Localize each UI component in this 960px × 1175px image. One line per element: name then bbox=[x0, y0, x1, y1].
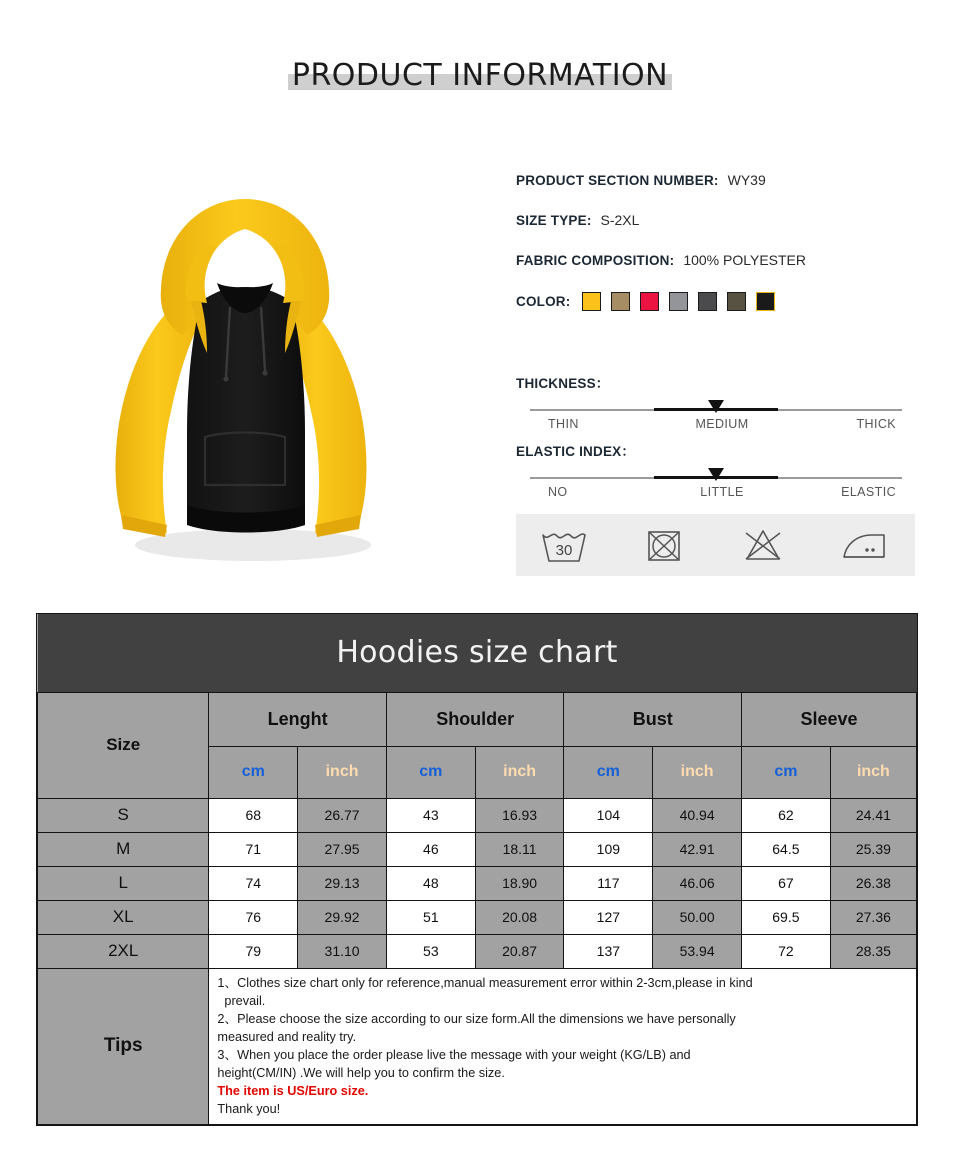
table-row bbox=[38, 866, 917, 900]
cell-value: 16.93 bbox=[475, 798, 564, 832]
spec-row-section-number bbox=[516, 172, 916, 188]
cell-value: 29.92 bbox=[298, 900, 387, 934]
tips-line-4: measured and reality try. bbox=[217, 1029, 357, 1044]
cell-value: 20.08 bbox=[475, 900, 564, 934]
table-row bbox=[38, 934, 917, 968]
cell-value: 27.95 bbox=[298, 832, 387, 866]
spec-label: FABRIC COMPOSITION: bbox=[516, 253, 675, 268]
unit-header-inch: inch bbox=[830, 746, 916, 798]
tips-body bbox=[209, 968, 917, 1124]
cell-value: 53 bbox=[386, 934, 475, 968]
spec-label: PRODUCT SECTION NUMBER: bbox=[516, 173, 719, 188]
cell-value: 27.36 bbox=[830, 900, 916, 934]
color-swatch-crimson-red[interactable] bbox=[640, 292, 659, 311]
unit-header-cm: cm bbox=[564, 746, 653, 798]
thickness-label-low: THIN bbox=[548, 417, 579, 431]
cell-value: 20.87 bbox=[475, 934, 564, 968]
elastic-label-low: NO bbox=[548, 485, 568, 499]
unit-header-cm: cm bbox=[386, 746, 475, 798]
cell-value: 104 bbox=[564, 798, 653, 832]
cell-value: 31.10 bbox=[298, 934, 387, 968]
product-spec-list bbox=[516, 172, 916, 325]
row-size-label: 2XL bbox=[38, 934, 209, 968]
spec-row-size-type bbox=[516, 212, 916, 228]
spec-row-fabric-composition bbox=[516, 252, 916, 268]
measurement-header-sleeve: Sleeve bbox=[742, 692, 917, 746]
row-size-label: M bbox=[38, 832, 209, 866]
cell-value: 62 bbox=[742, 798, 831, 832]
care-instructions-panel bbox=[516, 514, 915, 576]
unit-header-inch: inch bbox=[653, 746, 742, 798]
color-swatch-olive-brown[interactable] bbox=[727, 292, 746, 311]
cell-value: 137 bbox=[564, 934, 653, 968]
spec-label: COLOR: bbox=[516, 294, 571, 309]
cell-value: 117 bbox=[564, 866, 653, 900]
tips-label: Tips bbox=[38, 968, 209, 1124]
elastic-label-mid: LITTLE bbox=[700, 485, 744, 499]
cell-value: 29.13 bbox=[298, 866, 387, 900]
size-chart-table bbox=[37, 614, 917, 1125]
unit-header-cm: cm bbox=[209, 746, 298, 798]
page-title bbox=[0, 58, 960, 93]
cell-value: 26.38 bbox=[830, 866, 916, 900]
cell-value: 69.5 bbox=[742, 900, 831, 934]
gauge-marker-icon bbox=[708, 468, 724, 481]
cell-value: 24.41 bbox=[830, 798, 916, 832]
cell-value: 71 bbox=[209, 832, 298, 866]
measurement-header-bust: Bust bbox=[564, 692, 742, 746]
elastic-label-high: ELASTIC bbox=[841, 485, 896, 499]
spec-label: SIZE TYPE: bbox=[516, 213, 592, 228]
color-swatch-light-gray[interactable] bbox=[669, 292, 688, 311]
elastic-gauge-bar bbox=[530, 466, 902, 484]
elastic-gauge-labels bbox=[530, 485, 902, 499]
cell-value: 51 bbox=[386, 900, 475, 934]
thickness-gauge-title: THICKNESS： bbox=[516, 376, 610, 391]
cell-value: 68 bbox=[209, 798, 298, 832]
page-title-text: PRODUCT INFORMATION bbox=[291, 58, 669, 93]
thickness-label-mid: MEDIUM bbox=[695, 417, 749, 431]
size-chart bbox=[36, 613, 918, 1126]
tips-line-region-notice: The item is US/Euro size. bbox=[217, 1083, 369, 1098]
tips-line-6: height(CM/IN) .We will help you to confirm the size. bbox=[217, 1065, 505, 1080]
color-swatch-list bbox=[582, 292, 775, 311]
color-swatch-yellow[interactable] bbox=[582, 292, 601, 311]
do-not-tumble-dry-icon bbox=[635, 523, 697, 567]
cell-value: 48 bbox=[386, 866, 475, 900]
row-size-label: XL bbox=[38, 900, 209, 934]
cell-value: 42.91 bbox=[653, 832, 742, 866]
measurement-header-shoulder: Shoulder bbox=[386, 692, 564, 746]
cell-value: 109 bbox=[564, 832, 653, 866]
table-row bbox=[38, 832, 917, 866]
product-photo bbox=[95, 185, 395, 575]
cell-value: 25.39 bbox=[830, 832, 916, 866]
thickness-gauge bbox=[516, 372, 916, 431]
cell-value: 18.90 bbox=[475, 866, 564, 900]
unit-header-cm: cm bbox=[742, 746, 831, 798]
spec-value: S-2XL bbox=[600, 212, 640, 228]
wash-temp-label: 30 bbox=[555, 542, 573, 559]
cell-value: 40.94 bbox=[653, 798, 742, 832]
gauge-marker-icon bbox=[708, 400, 724, 413]
thickness-gauge-bar bbox=[530, 398, 902, 416]
tips-line-3: 2、Please choose the size according to our size form.All the dimensions we have personally bbox=[217, 1011, 736, 1026]
cell-value: 67 bbox=[742, 866, 831, 900]
cell-value: 46.06 bbox=[653, 866, 742, 900]
tips-line-5: 3、When you place the order please live the message with your weight (KG/LB) and bbox=[217, 1047, 691, 1062]
cell-value: 28.35 bbox=[830, 934, 916, 968]
color-swatch-black[interactable] bbox=[756, 292, 775, 311]
thickness-label-high: THICK bbox=[856, 417, 896, 431]
measurement-header-lenght: Lenght bbox=[209, 692, 387, 746]
row-size-label: S bbox=[38, 798, 209, 832]
spec-row-color bbox=[516, 292, 916, 311]
cell-value: 46 bbox=[386, 832, 475, 866]
cell-value: 74 bbox=[209, 866, 298, 900]
cell-value: 18.11 bbox=[475, 832, 564, 866]
tips-line-1: 1、Clothes size chart only for reference,manual measurement error within 2-3cm,please in kind bbox=[217, 975, 753, 990]
cell-value: 76 bbox=[209, 900, 298, 934]
size-column-header: Size bbox=[38, 692, 209, 798]
color-swatch-khaki-tan[interactable] bbox=[611, 292, 630, 311]
tips-row bbox=[38, 968, 917, 1124]
unit-header-inch: inch bbox=[475, 746, 564, 798]
cell-value: 26.77 bbox=[298, 798, 387, 832]
tips-line-thanks: Thank you! bbox=[217, 1101, 281, 1116]
elastic-index-gauge bbox=[516, 440, 916, 499]
spec-value: WY39 bbox=[727, 172, 766, 188]
cell-value: 50.00 bbox=[653, 900, 742, 934]
row-size-label: L bbox=[38, 866, 209, 900]
do-not-bleach-icon bbox=[734, 523, 796, 567]
unit-header-inch: inch bbox=[298, 746, 387, 798]
cell-value: 79 bbox=[209, 934, 298, 968]
size-chart-heading: Hoodies size chart bbox=[38, 614, 917, 692]
elastic-gauge-title: ELASTIC INDEX： bbox=[516, 444, 636, 459]
color-swatch-dark-gray[interactable] bbox=[698, 292, 717, 311]
cell-value: 64.5 bbox=[742, 832, 831, 866]
table-row bbox=[38, 798, 917, 832]
table-row bbox=[38, 900, 917, 934]
tips-line-2: prevail. bbox=[224, 993, 266, 1008]
thickness-gauge-labels bbox=[530, 417, 902, 431]
cell-value: 43 bbox=[386, 798, 475, 832]
cell-value: 72 bbox=[742, 934, 831, 968]
iron-medium-icon bbox=[834, 523, 896, 567]
wash-30-icon bbox=[535, 523, 597, 567]
cell-value: 53.94 bbox=[653, 934, 742, 968]
cell-value: 127 bbox=[564, 900, 653, 934]
spec-value: 100% POLYESTER bbox=[683, 252, 806, 268]
